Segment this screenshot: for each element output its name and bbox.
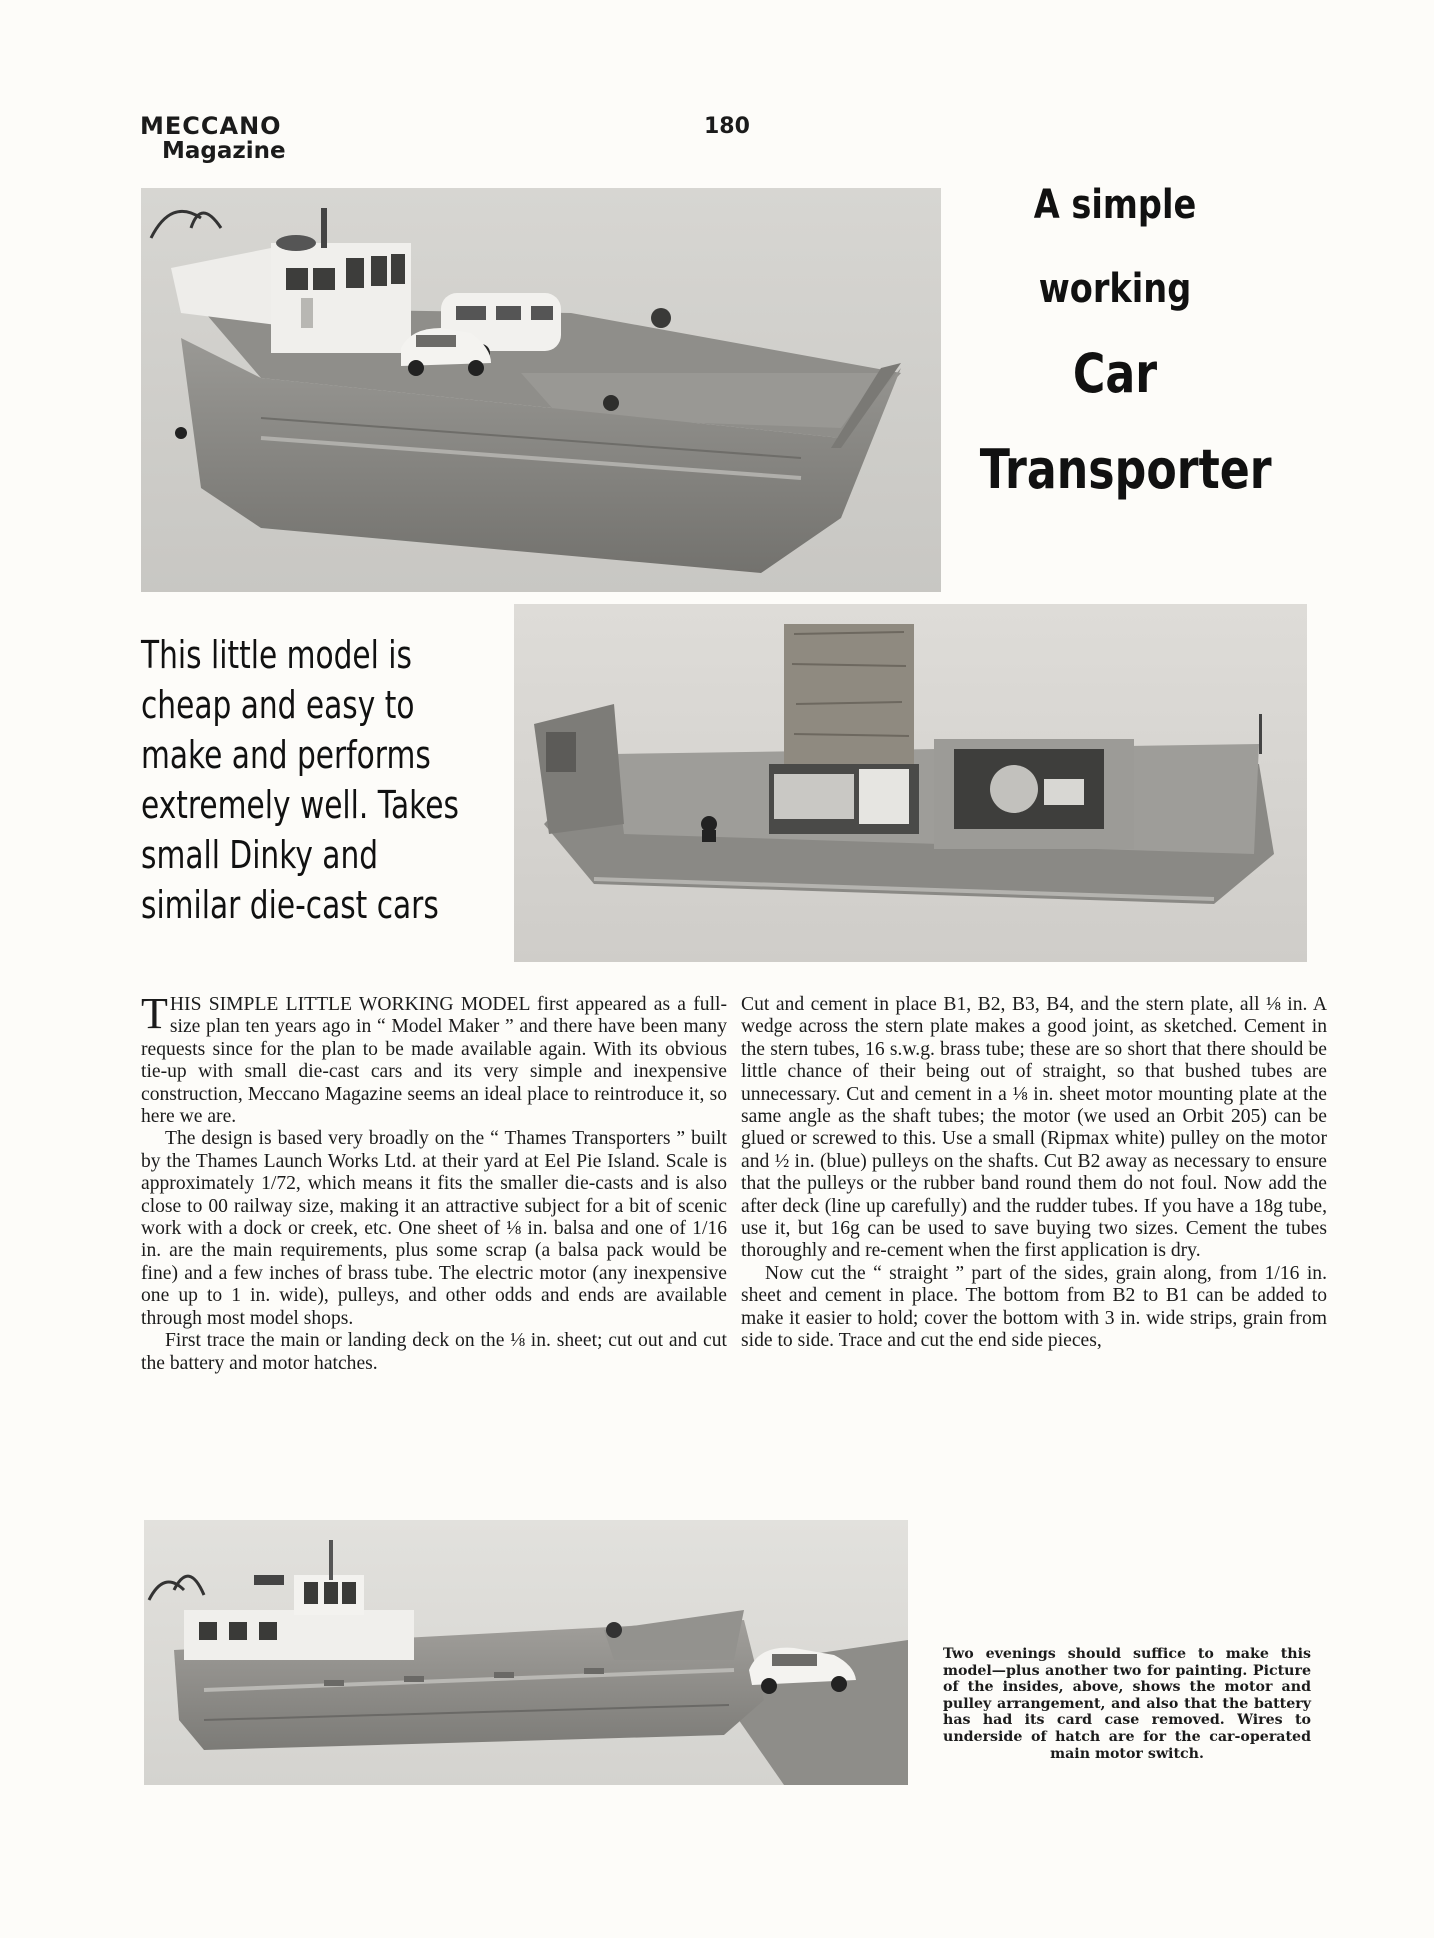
photo-transporter-loaded-image — [141, 188, 941, 592]
page-number: 180 — [704, 114, 750, 139]
photo-transporter-loaded — [141, 188, 941, 592]
drop-cap: T — [141, 989, 168, 1038]
standfirst-line: cheap and easy to — [141, 683, 415, 727]
article-column-right — [741, 994, 1327, 1353]
article-paragraph: Now cut the “ straight ” part of the sides, grain along, from 1/16 in. sheet and cement in place. The bottom from B2 to B1 can be added to make it easier to hold; cover the bottom with 3 in. wide strips, grain from side to side. Trace and cut the end side pieces, — [741, 1262, 1327, 1352]
photo-transporter-side-view-image — [144, 1520, 908, 1785]
standfirst — [141, 630, 500, 930]
photo-transporter-insides-image — [514, 604, 1307, 962]
title-line-4: Transporter — [979, 438, 1272, 501]
masthead-title: MECCANO — [140, 112, 282, 140]
photo-transporter-side-view — [144, 1520, 908, 1785]
article-title — [950, 180, 1280, 500]
title-line-2: working — [1038, 266, 1192, 312]
masthead — [140, 114, 286, 163]
article-column-left — [141, 989, 727, 1375]
standfirst-line: make and performs — [141, 733, 431, 777]
masthead-subtitle: Magazine — [162, 138, 286, 165]
title-line-3: Car — [1072, 342, 1158, 405]
standfirst-line: extremely well. Takes — [141, 783, 459, 827]
standfirst-line: small Dinky and — [141, 833, 379, 877]
article-paragraph: First trace the main or landing deck on the ⅛ in. sheet; cut out and cut the battery and motor hatches. — [141, 1330, 727, 1374]
photo-transporter-insides — [514, 604, 1307, 962]
article-paragraph-text: HIS SIMPLE LITTLE WORKING MODEL first appeared as a full-size plan ten years ago in “ Model Maker ” and there have been many requests since for the plan to be made available again. With its obvious tie-up with small die-cast cars and its very simple and inexpensive construction, Meccano Magazine seems an ideal place to reintroduce it, so here we are. — [141, 994, 727, 1128]
article-paragraph: Cut and cement in place B1, B2, B3, B4, and the stern plate, all ⅛ in. A wedge across the stern plate makes a good joint, as sketched. Cement in the stern tubes, 16 s.w.g. brass tube; these are so short that there should be little chance of their being out of straight, so that bushed tubes are unnecessary. Cut and cement in a ⅛ in. sheet motor mounting plate at the same angle as the shaft tubes; the motor (we used an Orbit 205) can be glued or screwed to this. Use a small (Ripmax white) pulley on the motor and ½ in. (blue) pulleys on the shafts. Cut B2 away as necessary to ensure that the pulleys or the rubber band round them do not foul. Now add the after deck (line up carefully) and the rudder tubes. If you have a 18g tube, use it, but 16g can be used to save buying two sizes. Cement the tubes thoroughly and re-cement when the first application is dry. — [741, 994, 1327, 1262]
article-paragraph — [141, 989, 727, 1128]
standfirst-line: This little model is — [141, 633, 412, 677]
standfirst-line: similar die-cast cars — [141, 883, 439, 927]
article-paragraph: The design is based very broadly on the “ Thames Transporters ” built by the Thames Launch Works Ltd. at their yard at Eel Pie Island. Scale is approximately 1/72, which means it fits the smaller die-casts and is also close to 00 railway size, making it an attractive subject for a bit of scenic work with a dock or creek, etc. One sheet of ⅛ in. balsa and one of 1/16 in. are the main requirements, plus some scrap (a balsa pack would be fine) and a few inches of brass tube. The electric motor (any inexpensive one up to 1 in. wide), pulleys, and other odds and ends are available through most model shops. — [141, 1128, 727, 1329]
photo-caption: Two evenings should suffice to make this model—plus another two for painting. Picture of the insides, above, shows the motor and pulley arrangement, and also that the battery has had its card case removed. Wires to underside of hatch are for the car-operated main motor switch. — [943, 1646, 1311, 1762]
title-line-1: A simple — [1033, 182, 1197, 228]
